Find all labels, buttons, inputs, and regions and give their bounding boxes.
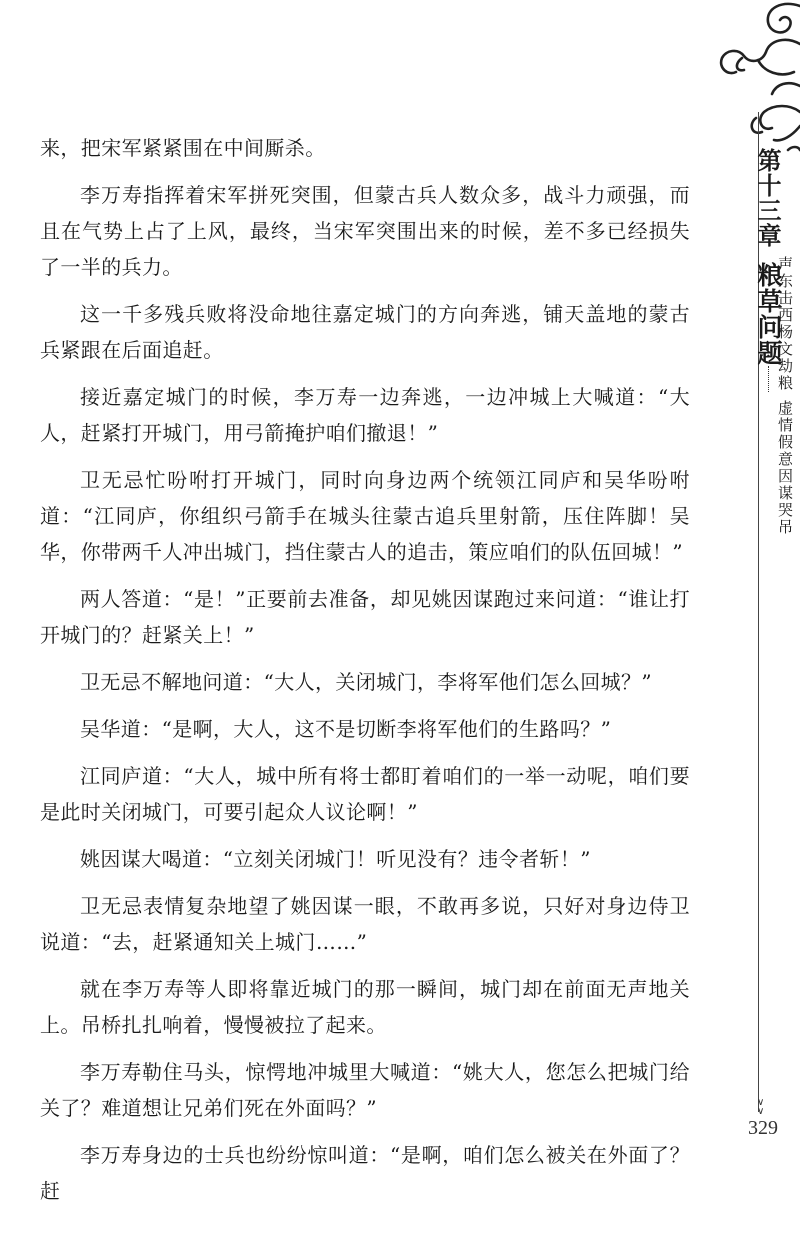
paragraph: 这一千多残兵败将没命地往嘉定城门的方向奔逃，铺天盖地的蒙古兵紧跟在后面追赶。 (40, 302, 690, 362)
paragraph: 吴华道：“是啊，大人，这不是切断李将军他们的生路吗？” (80, 717, 612, 741)
double-chevron-down-icon: ∨ ∨ (757, 1097, 765, 1117)
paragraph: 两人答道：“是！”正要前去准备，却见姚因谋跑过来问道：“谁让打开城门的？赶紧关上！” (40, 587, 690, 647)
paragraph: 来，把宋军紧紧围在中间厮杀。 (40, 136, 326, 160)
paragraph: 卫无忌忙吩咐打开城门，同时向身边两个统领江同庐和吴华吩咐道：“江同庐，你组织弓箭手在城头往蒙古追兵里射箭，压住阵脚！吴华，你带两千人冲出城门，挡住蒙古人的追击，策应咱们的队伍回城！” (40, 468, 690, 564)
section-subtitle: 声东击西杨文劫粮 (776, 256, 794, 392)
chapter-title: 粮草问题 (750, 262, 786, 392)
body-text (40, 130, 690, 1220)
paragraph: 就在李万寿等人即将靠近城门的那一瞬间，城门却在前面无声地关上。吊桥扎扎响着，慢慢被拉了起来。 (40, 977, 690, 1037)
paragraph: 李万寿指挥着宋军拼死突围，但蒙古兵人数众多，战斗力顽强，而且在气势上占了上风，最终，当宋军突围出来的时候，差不多已经损失了一半的兵力。 (40, 183, 690, 279)
paragraph: 卫无忌不解地问道：“大人，关闭城门，李将军他们怎么回城？” (80, 670, 653, 694)
section-subtitle: 虚情假意因谋哭吊 (776, 400, 794, 536)
paragraph: 卫无忌表情复杂地望了姚因谋一眼，不敢再多说，只好对身边侍卫说道：“去，赶紧通知关上城门……” (40, 894, 690, 954)
paragraph: 接近嘉定城门的时候，李万寿一边奔逃，一边冲城上大喊道：“大人，赶紧打开城门，用弓箭掩护咱们撤退！” (40, 385, 690, 445)
page-number: 329 (748, 1117, 778, 1139)
chapter-number: 第十三章 (753, 148, 782, 248)
paragraph: 李万寿勒住马头，惊愕地冲城里大喊道：“姚大人，您怎么把城门给关了？难道想让兄弟们死在外面吗？” (40, 1060, 690, 1120)
paragraph: 姚因谋大喝道：“立刻关闭城门！听见没有？违令者斩！” (80, 847, 591, 871)
paragraph: 李万寿身边的士兵也纷纷惊叫道：“是啊，咱们怎么被关在外面了？赶 (40, 1143, 690, 1203)
cloud-ornament-icon (698, 0, 800, 160)
paragraph: 江同庐道：“大人，城中所有将士都盯着咱们的一举一动呢，咱们要是此时关闭城门，可要引起众人议论啊！” (40, 764, 690, 824)
